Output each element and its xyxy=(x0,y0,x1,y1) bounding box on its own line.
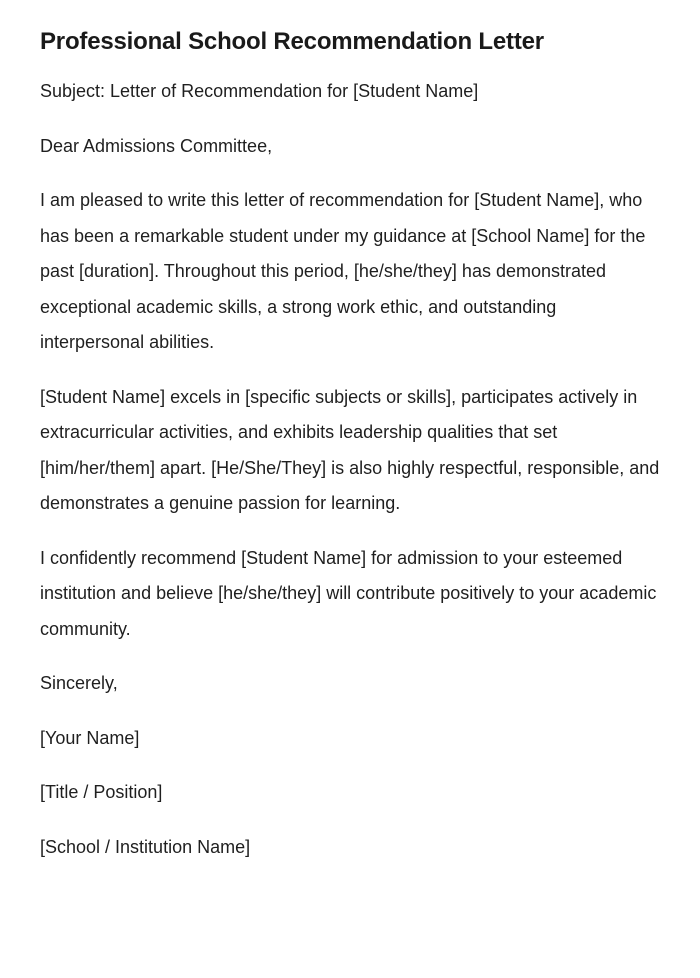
body-paragraph-3: I confidently recommend [Student Name] for admission to your esteemed institution and believe [he/she/they] will contribute positively to your academic community. xyxy=(40,547,657,639)
body-paragraph-1: I am pleased to write this letter of recommendation for [Student Name], who has been a remarkable student under my guidance at [School Name] for the past [duration]. Throughout this period, [he/she/they] has demonstrated exceptional academic skills, a strong work ethic, and outstanding interpersonal abilities. xyxy=(40,190,646,352)
subject-line: Subject: Letter of Recommendation for [Student Name] xyxy=(40,81,479,101)
salutation: Dear Admissions Committee, xyxy=(40,135,273,156)
body-paragraph-2: [Student Name] excels in [specific subjects or skills], participates actively in extracurricular activities, and exhibits leadership qualities that set [him/her/them] apart. [He/She/They] is also highly respectful, responsible, and demonstrates a genuine passion for learning. xyxy=(40,386,660,513)
signature-title: [Title / Position] xyxy=(40,782,163,802)
signature-name: [Your Name] xyxy=(40,727,140,748)
signature-institution: [School / Institution Name] xyxy=(40,836,251,857)
document-title: Professional School Recommendation Letter xyxy=(40,28,544,55)
closing: Sincerely, xyxy=(40,673,118,693)
